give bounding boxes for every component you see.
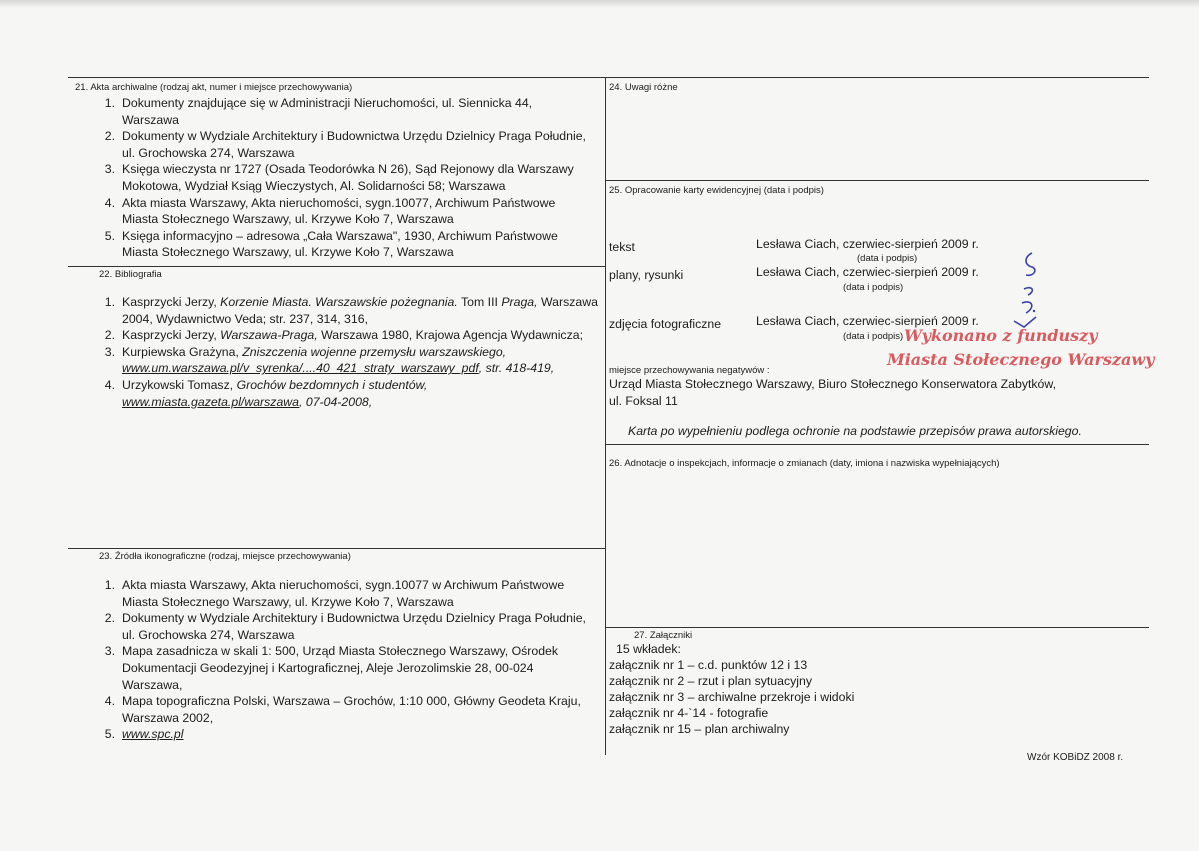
rule-25-26 xyxy=(605,444,1149,445)
bibliography-link[interactable]: www.um.warszawa.pl/v_syrenka/....40_421_straty_warszawy_pdf xyxy=(122,361,479,376)
list-item: 3. Mapa zasadnicza w skali 1: 500, Urząd Miasta Stołecznego Warszawy, Ośrodek Dokumentacji Geodezyjnej i Kartograficznej, Aleje Jerozolimskie 28, 00-024 Warszawa, xyxy=(104,644,559,692)
scan-edge xyxy=(0,0,1199,8)
attachment-item: załącznik nr 3 – archiwalne przekroje i widoki xyxy=(609,690,855,704)
attachment-item: załącznik nr 1 – c.d. punktów 12 i 13 xyxy=(609,658,808,672)
section-27-title: 27. Załączniki xyxy=(634,630,693,641)
list-item: 2. Kasprzycki Jerzy, Warszawa-Praga, Warszawa 1980, Krajowa Agencja Wydawnicza; xyxy=(104,328,583,343)
row-plans-label: plany, rysunki xyxy=(609,268,684,282)
row-text-sub: (data i podpis) xyxy=(857,253,918,264)
attachments-count: 15 wkładek: xyxy=(616,642,681,656)
negatives-location-2: ul. Foksal 11 xyxy=(609,394,678,408)
section-21-list xyxy=(104,95,592,261)
bibliography-link[interactable]: www.miasta.gazeta.pl/warszawa xyxy=(122,394,300,409)
handwritten-signature xyxy=(1010,245,1050,335)
section-25-title: 25. Opracowanie karty ewidencyjnej (data i podpis) xyxy=(609,185,824,196)
attachment-item: załącznik nr 15 – plan archiwalny xyxy=(609,722,790,736)
section-24-title: 24. Uwagi różne xyxy=(609,82,678,93)
section-22-title: 22. Bibliografia xyxy=(99,269,162,280)
list-item: 1. Dokumenty znajdujące się w Administracji Nieruchomości, ul. Siennicka 44, Warszawa xyxy=(104,96,533,127)
list-item: 2. Dokumenty w Wydziale Architektury i Budownictwa Urzędu Dzielnicy Praga Południe, ul. Grochowska 274, Warszawa xyxy=(104,129,586,160)
rule-21-22 xyxy=(68,266,605,267)
list-item: 5. www.spc.pl xyxy=(104,727,184,742)
section-23-title: 23. Źródła ikonograficzne (rodzaj, miejsce przechowywania) xyxy=(99,551,351,562)
funding-stamp-line-1: Wykonano z funduszy xyxy=(904,326,1098,345)
rule-22-23 xyxy=(68,548,605,549)
row-photos-value: Lesława Ciach, czerwiec-sierpień 2009 r. xyxy=(756,314,979,328)
form-template-footer: Wzór KOBiDZ 2008 r. xyxy=(1027,752,1124,763)
row-text-label: tekst xyxy=(609,240,635,254)
section-21-title: 21. Akta archiwalne (rodzaj akt, numer i miejsce przechowywania) xyxy=(75,82,353,93)
row-photos-label: zdjęcia fotograficzne xyxy=(609,317,722,331)
rule-24-25 xyxy=(605,180,1149,181)
row-plans-sub: (data i podpis) xyxy=(843,282,904,293)
list-item: 1. Akta miasta Warszawy, Akta nieruchomości, sygn.10077 w Archiwum Państwowe Miasta Stołecznego Warszawy, ul. Krzywe Koło 7, Warszawa xyxy=(104,578,565,609)
source-link[interactable]: www.spc.pl xyxy=(122,727,184,742)
top-rule xyxy=(68,77,1149,78)
rule-26-27 xyxy=(605,627,1149,628)
attachment-item: załącznik nr 4-`14 - fotografie xyxy=(609,706,769,720)
section-23-list xyxy=(104,577,592,743)
list-item: 4. Akta miasta Warszawy, Akta nieruchomości, sygn.10077, Archiwum Państwowe Miasta Stołecznego Warszawy, ul. Krzywe Koło 7, Warszawa xyxy=(104,195,556,227)
row-photos-sub: (data i podpis) xyxy=(843,331,904,342)
funding-stamp-line-2: Miasta Stołecznego Warszawy xyxy=(887,350,1155,369)
list-item: 2. Dokumenty w Wydziale Architektury i Budownictwa Urzędu Dzielnicy Praga Południe, ul. Grochowska 274, Warszawa xyxy=(104,611,586,642)
list-item: 3. Kurpiewska Grażyna, Zniszczenia wojenne przemysłu warszawskiego, www.um.warszawa.pl/v_syrenka/....40_421_straty_warszawy_pdf, str. 418-419, xyxy=(104,344,555,376)
copyright-note: Karta po wypełnieniu podlega ochronie na podstawie przepisów prawa autorskiego. xyxy=(628,424,1082,438)
row-plans-value: Lesława Ciach, czerwiec-sierpień 2009 r. xyxy=(756,265,979,279)
list-item: 3. Księga wieczysta nr 1727 (Osada Teodorówka N 26), Sąd Rejonowy dla Warszawy Mokotowa, Wydział Ksiąg Wieczystych, Al. Solidarności 58; Warszawa xyxy=(104,162,574,193)
row-text-value: Lesława Ciach, czerwiec-sierpień 2009 r. xyxy=(756,237,979,251)
attachment-item: załącznik nr 2 – rzut i plan sytuacyjny xyxy=(609,674,812,688)
section-26-title: 26. Adnotacje o inspekcjach, informacje o zmianach (daty, imiona i nazwiska wypełniających) xyxy=(609,458,1000,469)
negatives-label: miejsce przechowywania negatywów : xyxy=(609,365,770,376)
list-item: 4. Mapa topograficzna Polski, Warszawa – Grochów, 1:10 000, Główny Geodeta Kraju, Warszawa 2002, xyxy=(104,694,581,725)
section-22-list xyxy=(104,294,600,410)
list-item: 4. Urzykowski Tomasz, Grochów bezdomnych i studentów, www.miasta.gazeta.pl/warszawa, 07-04-2008, xyxy=(104,377,428,409)
negatives-location-1: Urząd Miasta Stołecznego Warszawy, Biuro Stołecznego Konserwatora Zabytków, xyxy=(609,377,1056,391)
list-item: 5. Księga informacyjno – adresowa „Cała Warszawa", 1930, Archiwum Państwowe Miasta Stołecznego Warszawy, ul. Krzywe Koło 7, Warszawa xyxy=(104,228,558,260)
center-divider xyxy=(605,77,606,755)
list-item: 1. Kasprzycki Jerzy, Korzenie Miasta. Warszawskie pożegnania. Tom III Praga, Warszawa 2004, Wydawnictwo Veda; str. 237, 314, 316, xyxy=(104,295,598,326)
